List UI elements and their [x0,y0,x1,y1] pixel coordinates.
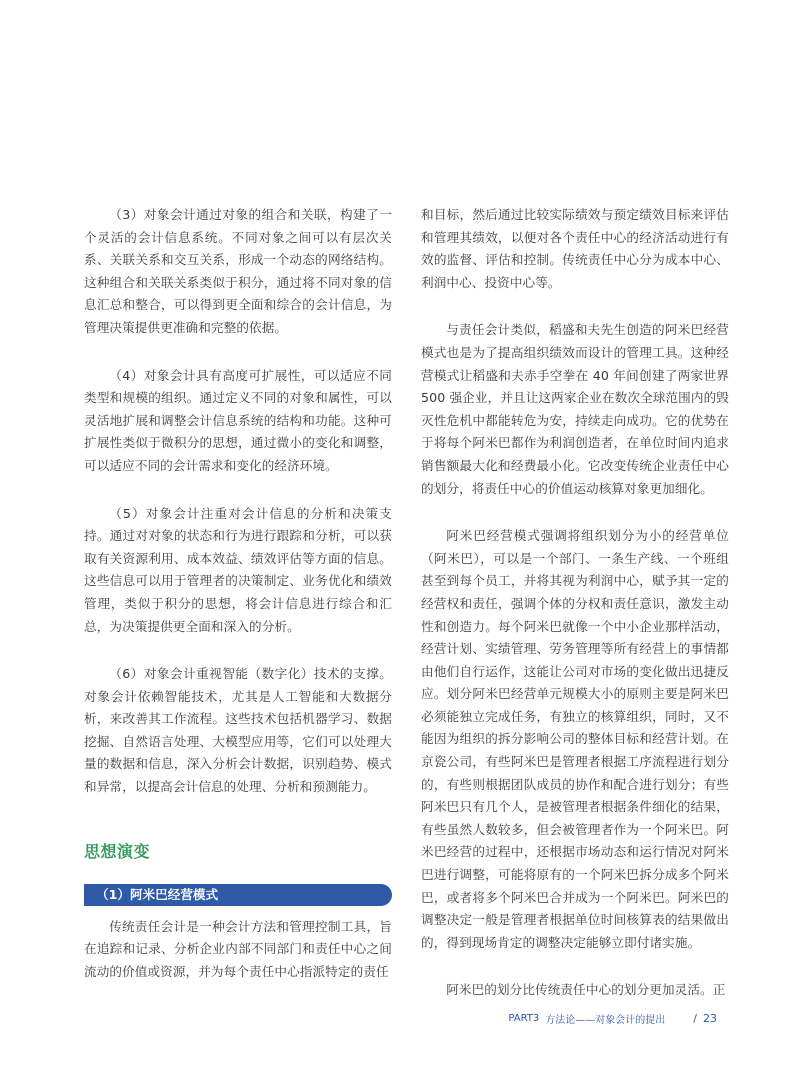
footer-part-label: PART3 [508,1013,540,1024]
paragraph-amoeba-origin: 与责任会计类似，稻盛和夫先生创造的阿米巴经营模式也是为了提高组织绩效而设计的管理工具。这种经营模式让稻盛和夫赤手空拳在 40 年间创建了两家世界 500 强企业，并且让这两家企业在数次全球范围内的毁灭性危机中都能转危为安，持续走向成功。它的优势在于将每个阿米巴都作为利润创造者，在单位时间内追求销售额最大化和经费最小化。它改变传统企业责任中心的划分，将责任中心的价值运动核算对象更加细化。 [421,322,729,496]
subsection-title-bar: （1）阿米巴经营模式 [84,884,392,906]
paragraph-item-6: （6）对象会计重视智能（数字化）技术的支撑。对象会计依赖智能技术，尤其是人工智能和大数据分析，来改善其工作流程。这些技术包括机器学习、数据挖掘、自然语言处理、大模型应用等，它们可以处理大量的数据和信息，深入分析会计数据，识别趋势、模式和异常，以提高会计信息的处理、分析和预测能力。 [84,666,392,795]
paragraph-responsibility-accounting: 传统责任会计是一种会计方法和管理控制工具，旨在追踪和记录、分析企业内部不同部门和责任中心之间流动的价值或资源，并为每个责任中心指派特定的责任 [84,918,392,979]
paragraph-amoeba-flexibility: 阿米巴的划分比传统责任中心的划分更加灵活。正 [446,982,726,998]
left-column [84,204,392,1008]
footer-separator: / [693,1012,697,1025]
paragraph-item-3: （3）对象会计通过对象的组合和关联，构建了一个灵活的会计信息系统。不同对象之间可以有层次关系、关联关系和交互关系，形成一个动态的网络结构。这种组合和关联关系类似于积分，通过将不同对象的信息汇总和整合，可以得到更全面和综合的会计信息，为管理决策提供更准确和完整的依据。 [84,207,392,335]
paragraph-continued: 和目标，然后通过比较实际绩效与预定绩效目标来评估和管理其绩效，以便对各个责任中心的经济活动进行有效的监督、评估和控制。传统责任中心分为成本中心、利润中心、投资中心等。 [421,207,729,290]
page-number: 23 [703,1012,717,1025]
footer-chapter-title: 方法论——对象会计的提出 [545,1015,666,1026]
paragraph-item-5: （5）对象会计注重对会计信息的分析和决策支持。通过对对象的状态和行为进行跟踪和分析，可以获取有关资源利用、成本效益、绩效评估等方面的信息。这些信息可以用于管理者的决策制定、业务优化和绩效管理，类似于积分的思想，将会计信息进行综合和汇总，为决策提供更全面和深入的分析。 [84,505,392,634]
page-footer [508,1011,717,1026]
section-title: 思想演变 [84,841,151,861]
paragraph-item-4: （4）对象会计具有高度可扩展性，可以适应不同类型和规模的组织。通过定义不同的对象和属性，可以灵活地扩展和调整会计信息系统的结构和功能。这种可扩展性类似于微积分的思想，通过微小的变化和调整，可以适应不同的会计需求和变化的经济环境。 [84,367,392,473]
right-column [421,204,729,1027]
paragraph-amoeba-division: 阿米巴经营模式强调将组织划分为小的经营单位（阿米巴），可以是一个部门、一条生产线、一个班组甚至到每个员工，并将其视为利润中心，赋予其一定的经营权和责任，强调个体的分权和责任意识，激发主动性和创造力。每个阿米巴就像一个中小企业那样活动，经营计划、实绩管理、劳务管理等所有经营上的事情都由他们自行运作，这能让公司对市场的变化做出迅捷反应。划分阿米巴经营单元规模大小的原则主要是阿米巴必须能独立完成任务，有独立的核算组织，同时，又不能因为组织的拆分影响公司的整体目标和经营计划。在京瓷公司，有些阿米巴是管理者根据工序流程进行划分的，有些则根据团队成员的协作和配合进行划分；有些阿米巴只有几个人，是被管理者根据条件细化的结果，有些虽然人数较多，但会被管理者作为一个阿米巴。阿米巴经营的过程中，还根据市场动态和运行情况对阿米巴进行调整，可能将原有的一个阿米巴拆分成多个阿米巴，或者将多个阿米巴合并成为一个阿米巴。阿米巴的调整决定一般是管理者根据单位时间核算表的结果做出的，得到现场肯定的调整决定能够立即付诸实施。 [421,528,729,950]
